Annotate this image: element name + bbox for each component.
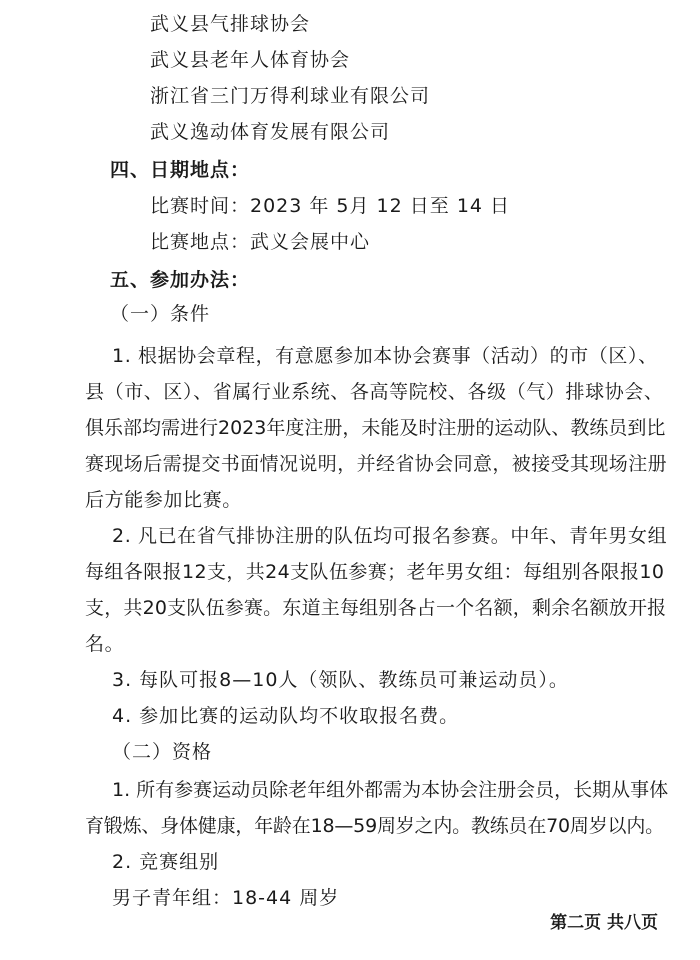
paragraph-line: 后方能参加比赛。 bbox=[85, 489, 242, 511]
date-line: 比赛时间：2023 年 5月 12 日至 14 日 bbox=[150, 195, 511, 217]
subsection-heading: （一）条件 bbox=[110, 303, 211, 325]
paragraph-line: 名。 bbox=[85, 633, 125, 655]
organizer-line: 武义县气排球协会 bbox=[150, 13, 311, 35]
organizer-line: 武义逸动体育发展有限公司 bbox=[150, 121, 391, 143]
paragraph-line: 1. 根据协会章程，有意愿参加本协会赛事（活动）的市（区）、 bbox=[112, 345, 658, 367]
paragraph-line: 赛现场后需提交书面情况说明，并经省协会同意，被接受其现场注册 bbox=[85, 453, 668, 475]
venue-line: 比赛地点：武义会展中心 bbox=[150, 231, 371, 253]
organizer-line: 浙江省三门万得利球业有限公司 bbox=[150, 85, 431, 107]
subsection-heading: （二）资格 bbox=[112, 741, 213, 763]
paragraph-line: 1. 所有参赛运动员除老年组外都需为本协会注册会员，长期从事体 bbox=[112, 779, 669, 801]
paragraph-line: 2. 凡已在省气排协注册的队伍均可报名参赛。中年、青年男女组 bbox=[112, 525, 668, 547]
section-heading: 四、日期地点： bbox=[110, 159, 251, 181]
paragraph-line: 支，共20支队伍参赛。东道主每组别各占一个名额，剩余名额放开报 bbox=[85, 597, 667, 619]
paragraph-line: 县（市、区）、省属行业系统、各高等院校、各级（气）排球协会、 bbox=[85, 381, 664, 403]
organizer-line: 武义县老年人体育协会 bbox=[150, 49, 351, 71]
paragraph-line: 俱乐部均需进行2023年度注册，未能及时注册的运动队、教练员到比 bbox=[85, 417, 666, 439]
paragraph-line: 男子青年组：18-44 周岁 bbox=[112, 887, 340, 909]
paragraph-line: 3. 每队可报8—10人（领队、教练员可兼运动员）。 bbox=[112, 669, 569, 691]
paragraph-line: 育锻炼、身体健康，年龄在18—59周岁之内。教练员在70周岁以内。 bbox=[85, 815, 664, 837]
paragraph-line: 2. 竞赛组别 bbox=[112, 851, 220, 873]
page-number: 第二页 共八页 bbox=[550, 913, 658, 933]
paragraph-line: 4. 参加比赛的运动队均不收取报名费。 bbox=[112, 705, 460, 727]
paragraph-line: 每组各限报12支，共24支队伍参赛；老年男女组：每组别各限报10 bbox=[85, 561, 665, 583]
section-heading: 五、参加办法： bbox=[110, 269, 251, 291]
